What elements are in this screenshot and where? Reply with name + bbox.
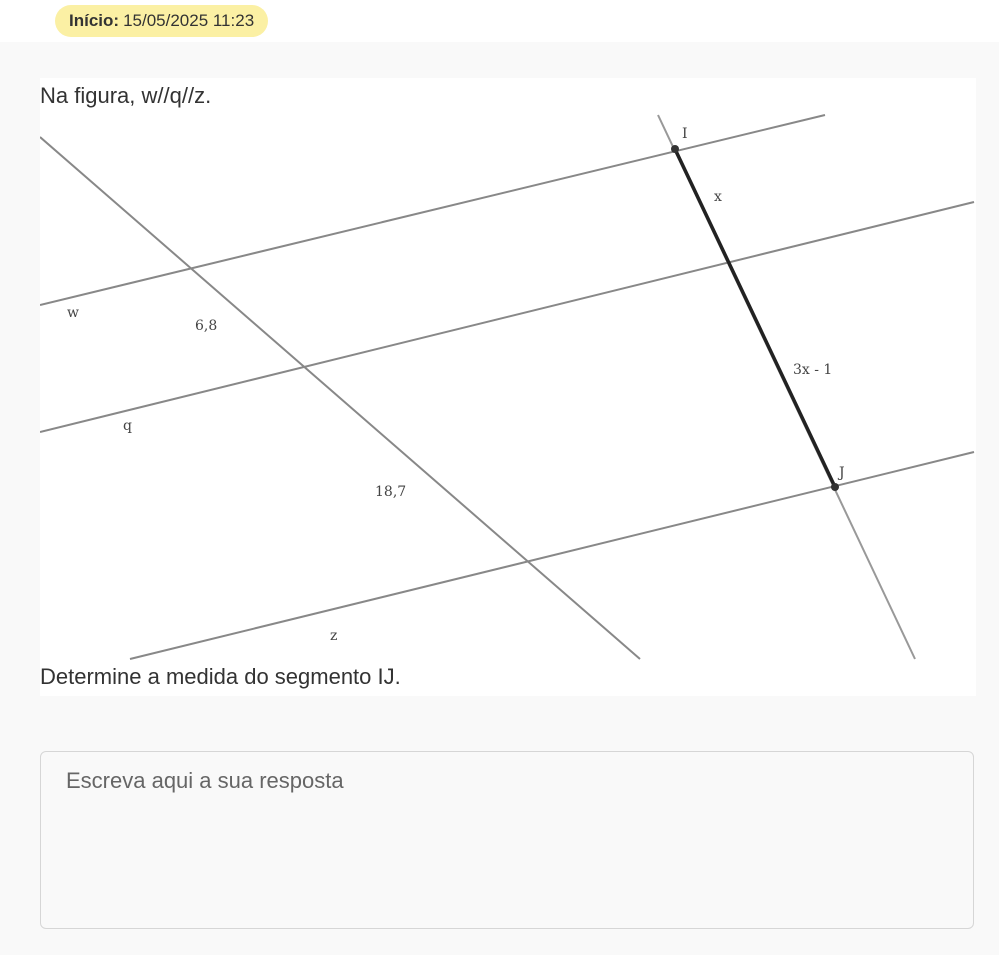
figure-svg (40, 110, 976, 660)
point-i (671, 145, 679, 153)
line-q (40, 202, 974, 432)
line-w (40, 115, 825, 305)
question-card (40, 78, 976, 696)
label-seg-18-7: 18,7 (375, 484, 407, 500)
transversal-left (40, 137, 640, 659)
line-z (130, 452, 974, 659)
label-seg-6-8: 6,8 (195, 318, 218, 334)
answer-input[interactable] (40, 751, 974, 929)
geometry-figure (40, 110, 976, 660)
label-q: q (123, 418, 132, 434)
start-time-badge (55, 5, 268, 37)
start-time-value: 15/05/2025 11:23 (123, 11, 255, 30)
label-x: x (714, 189, 722, 205)
question-prompt: Determine a medida do segmento IJ. (40, 664, 401, 689)
label-seg-3x-1: 3x - 1 (793, 362, 833, 378)
start-time-label: Início: (69, 11, 120, 30)
label-i: I (682, 126, 688, 142)
question-intro: Na figura, w//q//z. (40, 83, 212, 108)
label-z: z (330, 628, 338, 644)
segment-ij (675, 149, 835, 487)
label-w: w (67, 305, 79, 321)
label-j: J (839, 465, 845, 481)
point-j (831, 483, 839, 491)
